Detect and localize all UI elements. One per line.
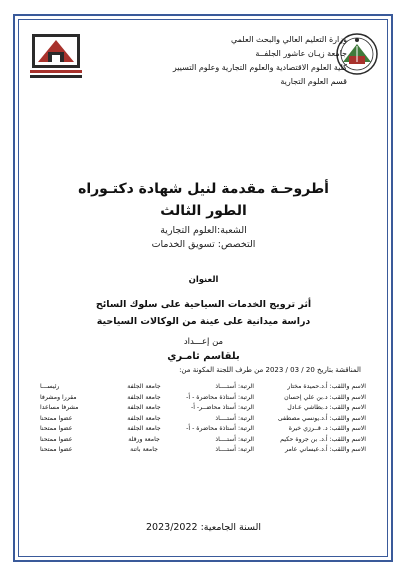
jury-role: مقررا ومشرفا — [40, 393, 77, 401]
jury-row — [40, 435, 366, 446]
jury-row — [40, 424, 366, 435]
author-name: بلقاسم ثامـري — [167, 351, 240, 362]
jury-university: جامعة الجلفة — [127, 404, 161, 411]
jury-rank: الرتبة: أستــــاذ — [215, 446, 254, 453]
jury-rank: الرتبة: أستــــاذ — [215, 435, 254, 443]
jury-name: الاسم واللقب: أ.د. بن جروة حكيم — [280, 435, 366, 443]
jury-table — [40, 382, 366, 456]
defense-date-line: المناقشة بتاريخ 20 / 03 / 2023 من طرف اللجنة المكونة من: — [179, 366, 361, 374]
academic-year: السنة الجامعية: 2023/2022 — [146, 522, 261, 533]
jury-role: عضوا ممتحنا — [40, 435, 73, 443]
jury-university: جامعة ورقلة — [128, 435, 160, 443]
faculty-logo — [26, 32, 86, 80]
jury-role: رئيســـا — [40, 383, 60, 390]
document-subtitle: الطور الثالث — [160, 203, 247, 219]
jury-name: الاسم واللقب: أ.د.يونسي مصطفى — [277, 414, 366, 422]
jury-name: الاسم واللقب: د. قــرزي خيرة — [288, 425, 366, 432]
jury-row — [40, 382, 366, 393]
jury-name: الاسم واللقب: د.بن علي إحسان — [284, 393, 366, 401]
ministry-name: وزارة التعليم العالي والبحث العلمي — [231, 35, 347, 44]
branch-label: الشعبة:العلوم التجارية — [160, 225, 247, 236]
specialty-label: التخصص: تسويق الخدمات — [151, 239, 256, 250]
jury-role: عضوا ممتحنا — [40, 446, 73, 453]
jury-rank: الرتبة: أستــــاذ — [215, 383, 254, 390]
jury-role: عضوا ممتحنا — [40, 414, 73, 422]
jury-rank: الرتبة: أستاذة محاضرة - أ- — [186, 393, 254, 401]
prepared-by-label: من إعـــداد — [183, 337, 224, 347]
jury-rank: الرتبة: أستــــاذ — [215, 414, 254, 422]
jury-row — [40, 414, 366, 425]
jury-university: جامعة باتنة — [130, 446, 158, 453]
thesis-title-line2: دراسة ميدانية على عينة من الوكالات السياحية — [96, 316, 311, 327]
jury-role: مشرفا مساعدا — [40, 404, 79, 411]
jury-rank: الرتبة: أستاذ محاضــر- أ- — [191, 404, 254, 411]
thesis-title-line1: أثر ترويج الخدمات السياحية على سلوك السائح — [95, 299, 312, 310]
jury-name: الاسم واللقب: د.بطاشي عـادل — [287, 404, 366, 411]
university-name: جامعة زيـان عاشور الجلفــة — [255, 49, 347, 58]
jury-role: عضوا ممتحنا — [40, 425, 73, 432]
jury-row — [40, 393, 366, 404]
jury-row — [40, 403, 366, 414]
jury-name: الاسم واللقب: أ.د.عيساني عامر — [285, 446, 366, 453]
page-border-inner — [18, 19, 388, 557]
jury-university: جامعة الجلفة — [127, 393, 161, 401]
jury-rank: الرتبة: أستاذة محاضرة - أ- — [186, 425, 254, 432]
faculty-name: كلية العلوم الاقتصادية والعلوم التجارية وعلوم التسيير — [172, 63, 347, 72]
jury-name: الاسم واللقب: أ.د.حميدة مختار — [287, 383, 366, 390]
department-name: قسم العلوم التجارية — [280, 77, 347, 86]
jury-university: جامعة الجلفة — [127, 414, 161, 422]
jury-university: جامعة الجلفة — [127, 425, 161, 432]
address-heading: العنوان — [188, 275, 219, 285]
jury-row — [40, 445, 366, 456]
document-title: أطروحـة مقدمة لنيل شهادة دكتـوراه — [78, 181, 329, 197]
jury-university: جامعة الجلفة — [127, 383, 161, 390]
